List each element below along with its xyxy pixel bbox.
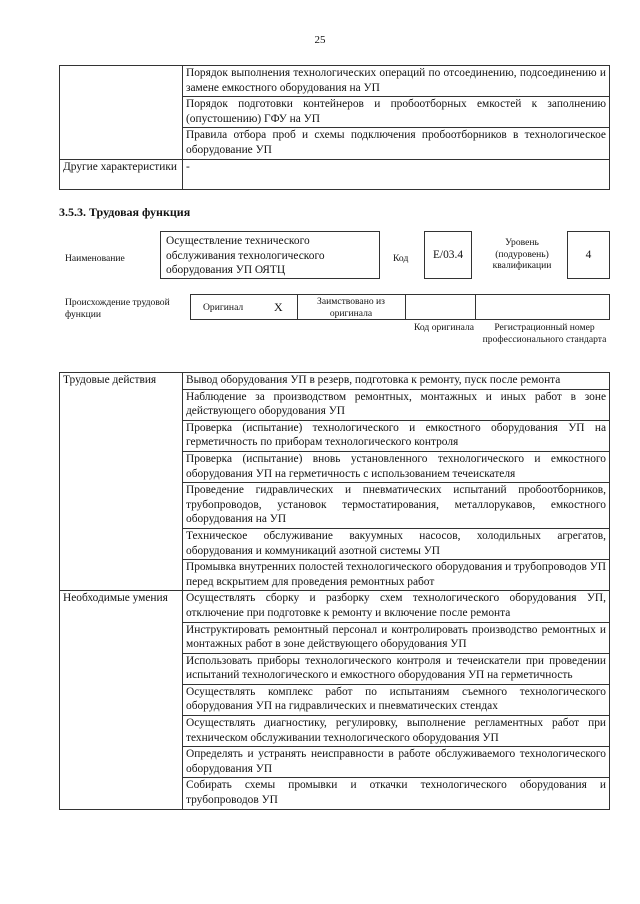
skill-cell: Осуществлять комплекс работ по испытаниям съемного технологического оборудования УП на гидравлических и пневматических стендах (183, 684, 610, 715)
action-cell: Наблюдение за производством ремонтных, монтажных и иных работ в зоне действующего оборудования УП (183, 389, 610, 420)
other-label: Другие характеристики (60, 159, 183, 189)
name-value: Осуществление технического обслуживания технологического оборудования УП ОЯТЦ (160, 231, 380, 279)
main-table (59, 372, 610, 810)
original-mark: X (274, 300, 283, 314)
skill-cell: Использовать приборы технологического контроля и течеискатели при проведении испытаний технологического и емкостного оборудования УП на герметичность (183, 653, 610, 684)
action-cell: Вывод оборудования УП в резерв, подготовка к ремонту, пуск после ремонта (183, 373, 610, 390)
table-row (60, 373, 610, 390)
actions-label: Трудовые действия (60, 373, 183, 591)
action-cell: Проверка (испытание) технологического и емкостного оборудования УП на герметичность по приборам технологического контроля (183, 420, 610, 451)
divider (405, 295, 406, 319)
action-cell: Проверка (испытание) вновь установленного технологического и емкостного оборудования УП на герметичность с использованием течеискателя (183, 451, 610, 482)
table-row (60, 591, 610, 622)
skill-cell: Определять и устранять неисправности в работе обслуживаемого технологического оборудования УП (183, 747, 610, 778)
skill-cell: Осуществлять сборку и разборку схем технологического оборудования УП, отключение при подготовке к ремонту и включение после ремонта (183, 591, 610, 622)
table-cell: Порядок выполнения технологических операций по отсоединению, подсоединению и замене емкостного оборудования на УП (183, 66, 610, 97)
code-label: Код (393, 253, 409, 264)
table-cell: Порядок подготовки контейнеров и пробоотборных емкостей к заполнению (опустошению) ГФУ на УП (183, 97, 610, 128)
code-value: E/03.4 (424, 231, 472, 279)
origin-label: Происхождение трудовой функции (65, 297, 170, 320)
action-cell: Промывка внутренних полостей технологического оборудования и трубопроводов УП перед вскрытием для проведения ремонтных работ (183, 560, 610, 591)
other-value: - (183, 159, 610, 189)
empty-label-cell (60, 66, 183, 160)
skills-label: Необходимые умения (60, 591, 183, 809)
skill-cell: Собирать схемы промывки и откачки технологического оборудования и трубопроводов УП (183, 778, 610, 809)
code-caption: Код оригинала (413, 322, 475, 333)
level-label: Уровень (подуровень) квалификации (492, 237, 552, 271)
section-title: 3.5.3. Трудовая функция (59, 205, 191, 219)
top-table (59, 65, 610, 190)
action-cell: Проведение гидравлических и пневматических испытаний пробоотборников, трубопроводов, установок термостатирования, металлорукавов, емкостного оборудования на УП (183, 483, 610, 529)
divider (475, 295, 476, 319)
original-label: Оригинал (203, 302, 244, 313)
skill-cell: Инструктировать ремонтный персонал и контролировать производство ремонтных и монтажных работ в зоне действующего оборудования УП (183, 622, 610, 653)
table-cell: Правила отбора проб и схемы подключения пробоотборников в технологическое оборудование УП (183, 128, 610, 159)
table-row (60, 66, 610, 97)
skill-cell: Осуществлять диагностику, регулировку, выполнение регламентных работ при техническом обслуживании технологического оборудования УП (183, 716, 610, 747)
action-cell: Техническое обслуживание вакуумных насосов, холодильных агрегатов, оборудования и коммуникаций азотной системы УП (183, 528, 610, 559)
name-label: Наименование (65, 253, 125, 264)
reg-caption: Регистрационный номер профессионального стандарта (482, 322, 607, 345)
divider (297, 295, 298, 319)
table-row (60, 159, 610, 189)
level-value: 4 (567, 231, 610, 279)
page-number: 25 (314, 34, 326, 46)
borrowed-label: Заимствовано из оригинала (317, 296, 385, 319)
origin-row (190, 294, 610, 320)
